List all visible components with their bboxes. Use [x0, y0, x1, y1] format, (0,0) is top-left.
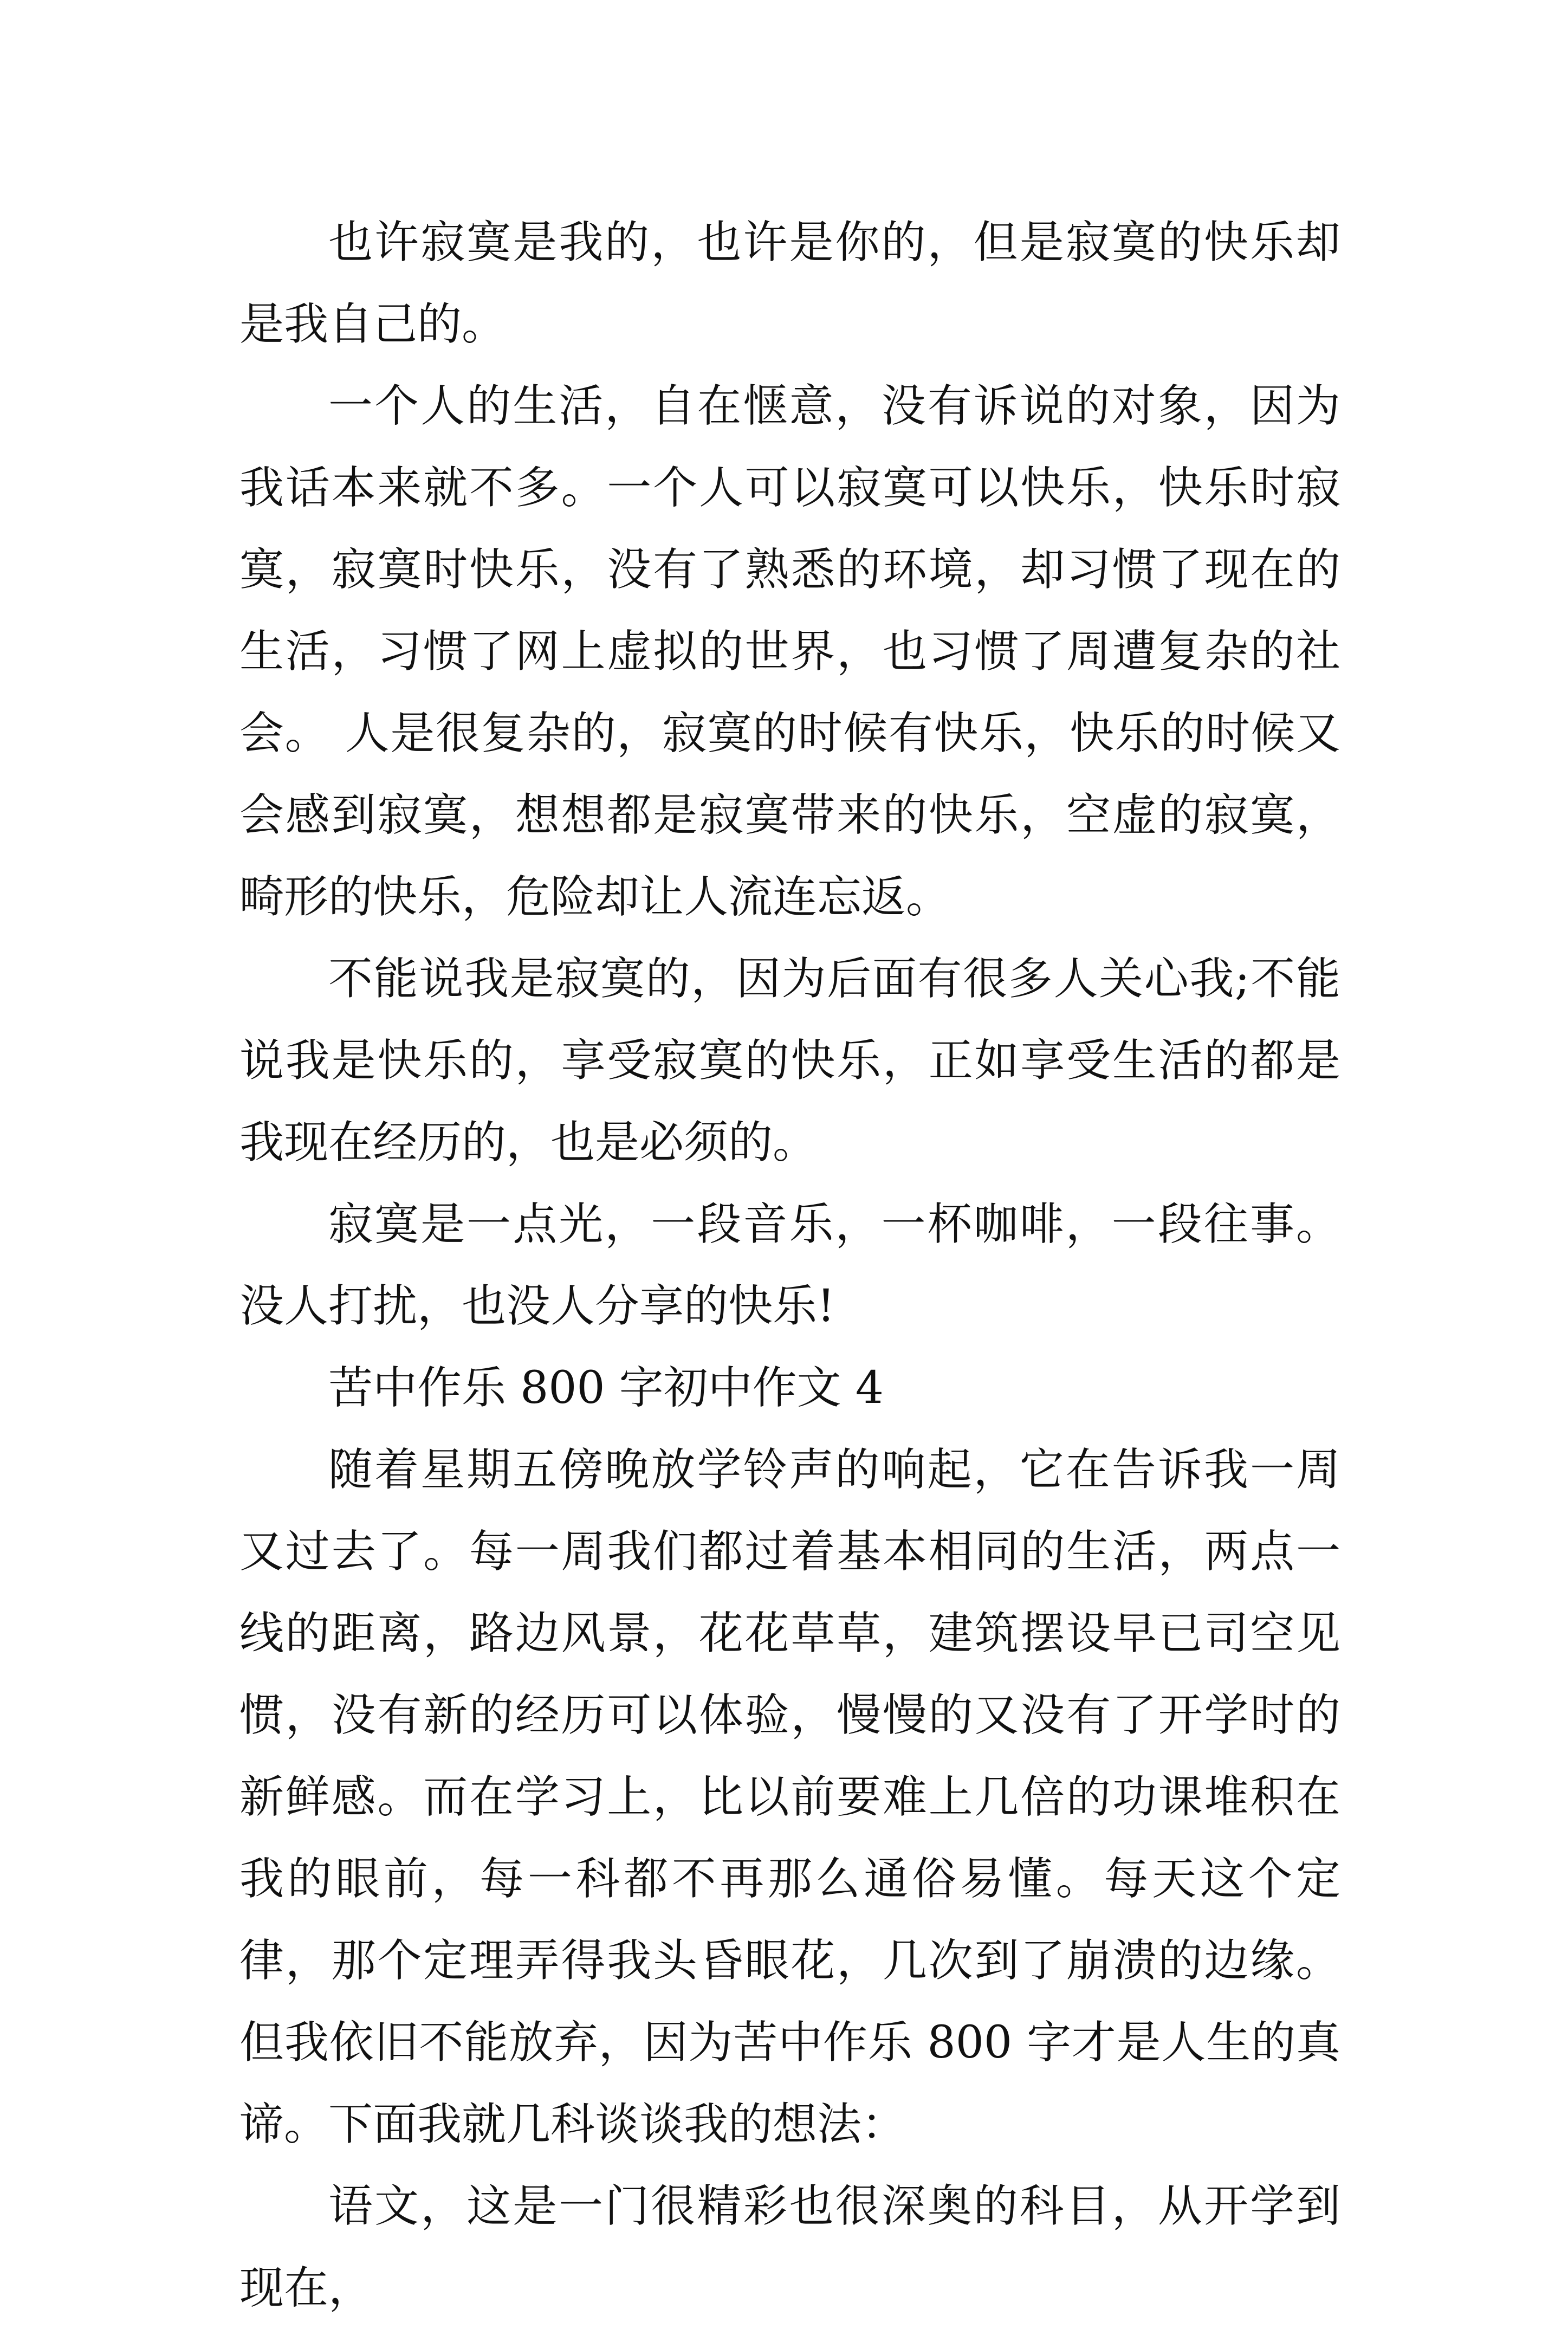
document-body	[239, 202, 1340, 2329]
paragraph-not-lonely: 不能说我是寂寞的，因为后面有很多人关心我;不能说我是快乐的，享受寂寞的快乐，正如享受生活的都是我现在经历的，也是必须的。	[239, 953, 1340, 1168]
essay-heading: 苦中作乐 800 字初中作文 4	[328, 1362, 884, 1414]
paragraph-solitude-light: 寂寞是一点光，一段音乐，一杯咖啡，一段往事。没人打扰，也没人分享的快乐!	[239, 1199, 1340, 1332]
paragraph-friday-evening: 随着星期五傍晚放学铃声的响起，它在告诉我一周又过去了。每一周我们都过着基本相同的生活，两点一线的距离，路边风景，花花草草，建筑摆设早已司空见惯，没有新的经历可以体验，慢慢的又没有了开学时的新鲜感。而在学习上，比以前要难上几倍的功课堆积在我的眼前，每一科都不再那么通俗易懂。每天这个定律，那个定理弄得我头昏眼花，几次到了崩溃的边缘。但我依旧不能放弃，因为苦中作乐 800 字才是人生的真谛。下面我就几科谈谈我的想法：	[239, 1444, 1340, 2150]
paragraph-solitude-own: 也许寂寞是我的，也许是你的，但是寂寞的快乐却是我自己的。	[239, 217, 1340, 350]
paragraph-life-alone: 一个人的生活，自在惬意，没有诉说的对象，因为我话本来就不多。一个人可以寂寞可以快乐，快乐时寂寞，寂寞时快乐，没有了熟悉的环境，却习惯了现在的生活，习惯了网上虚拟的世界，也习惯了周遭复杂的社会。 人是很复杂的，寂寞的时候有快乐，快乐的时候又会感到寂寞，想想都是寂寞带来的快乐，空虚的寂寞，畸形的快乐，危险却让人流连忘返。	[239, 380, 1340, 923]
paragraph-chinese-subject: 语文，这是一门很精彩也很深奥的科目，从开学到现在，	[239, 2181, 1340, 2314]
